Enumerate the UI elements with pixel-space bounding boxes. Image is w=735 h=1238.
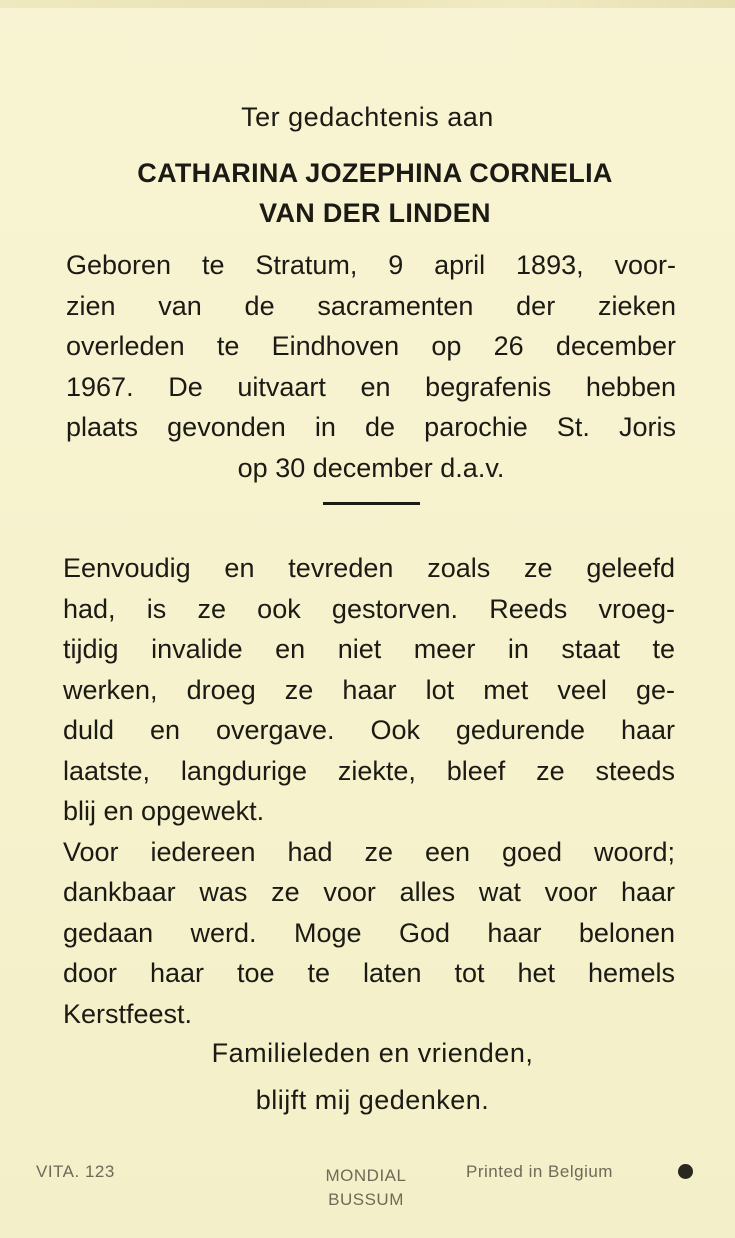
- birth-line: overleden te Eindhoven op 26 december: [66, 331, 676, 361]
- tribute-line: Voor iedereen had ze een goed woord;: [63, 836, 675, 867]
- publisher-line2: BUSSUM: [328, 1190, 404, 1209]
- closing-line1: Familieleden en vrienden,: [211, 1038, 534, 1068]
- publisher-line1: MONDIAL: [325, 1166, 407, 1185]
- birth-line: zien van de sacramenten der zieken: [66, 290, 676, 321]
- tribute-line: Kerstfeest.: [63, 998, 193, 1029]
- tribute-paragraph: [63, 548, 675, 1034]
- card-heading: Ter gedachtenis aan: [241, 102, 494, 132]
- tribute-line: gedaan werd. Moge God haar belonen: [63, 917, 675, 948]
- publisher-imprint: [300, 1164, 432, 1212]
- birth-paragraph: [66, 245, 676, 488]
- tribute-line: had, is ze ook gestorven. Reeds vroeg-: [63, 593, 675, 624]
- catalog-number: VITA. 123: [36, 1162, 115, 1181]
- printed-in-label: Printed in Belgium: [466, 1162, 613, 1181]
- birth-line: 1967. De uitvaart en begrafenis hebben: [66, 371, 676, 402]
- deceased-name-line2: VAN DER LINDEN: [259, 198, 491, 228]
- tribute-line: door haar toe te laten tot het hemels: [63, 958, 675, 988]
- printer-logo-icon: [678, 1164, 693, 1179]
- tribute-line: dankbaar was ze voor alles wat voor haar: [63, 877, 675, 907]
- tribute-line: laatste, langdurige ziekte, bleef ze steeds: [63, 755, 675, 786]
- birth-line: Geboren te Stratum, 9 april 1893, voor-: [66, 250, 676, 280]
- tribute-line: blij en opgewekt.: [63, 796, 265, 826]
- closing-line2: blijft mij gedenken.: [255, 1085, 490, 1115]
- card-top-edge: [0, 0, 735, 8]
- tribute-line: werken, droeg ze haar lot met veel ge-: [63, 674, 675, 705]
- tribute-line: duld en overgave. Ook gedurende haar: [63, 715, 675, 745]
- tribute-line: Eenvoudig en tevreden zoals ze geleefd: [63, 553, 675, 583]
- deceased-name-line1: CATHARINA JOZEPHINA CORNELIA: [137, 158, 613, 188]
- birth-line: plaats gevonden in de parochie St. Joris: [66, 412, 676, 442]
- section-divider: [323, 502, 420, 505]
- birth-line: op 30 december d.a.v.: [237, 452, 505, 483]
- tribute-line: tijdig invalide en niet meer in staat te: [63, 634, 675, 664]
